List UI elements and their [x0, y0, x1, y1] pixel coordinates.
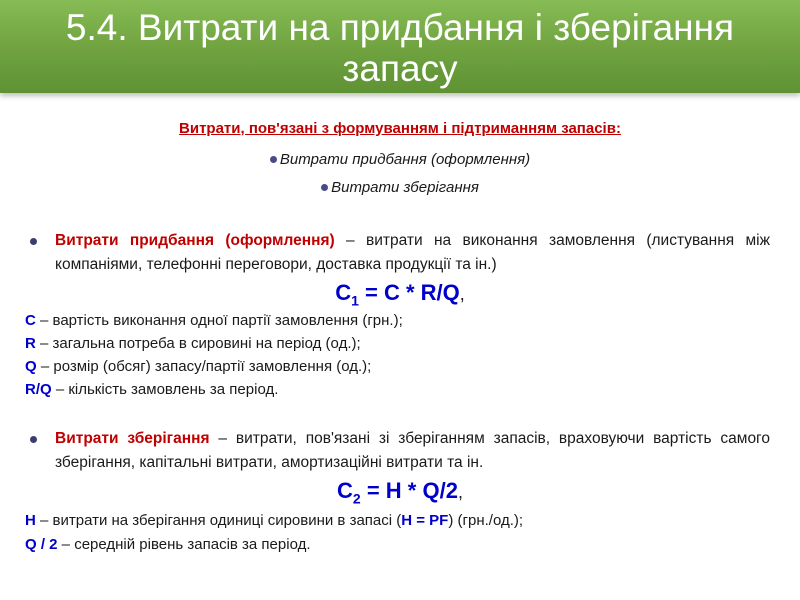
acquisition-cost-term: Витрати придбання (оформлення): [55, 232, 335, 249]
definition-rq: [25, 381, 278, 398]
definition-text: – загальна потреба в сировині на період (од.);: [35, 335, 361, 352]
definition-symbol: H = PF: [401, 512, 449, 529]
definition-symbol: C: [25, 312, 36, 329]
formula-c1-rhs: = C * R/Q: [358, 280, 460, 305]
intro-item-label: Витрати придбання (оформлення): [279, 151, 531, 168]
definition-r: [25, 335, 361, 352]
storage-cost-term: Витрати зберігання: [55, 430, 210, 447]
formula-c2-subscript: 2: [352, 490, 361, 507]
bullet-icon: [270, 156, 277, 163]
intro-item-label: Витрати зберігання: [331, 179, 479, 196]
definition-text: – витрати на зберігання одиниці сировини в запасі (: [35, 512, 402, 529]
storage-cost-text: – витрати, пов'язані зі зберіганням запасів, враховуючи вартість самого зберігання, капітальні витрати, амортизаційні витрати та ін.: [55, 430, 770, 471]
storage-cost-paragraph: [55, 427, 770, 475]
intro-item: [0, 179, 800, 196]
slide-title-line-2: запасу: [342, 48, 458, 89]
definition-symbol: Q: [25, 358, 37, 375]
formula-c1: [0, 280, 800, 308]
formula-c2-tail: ,: [457, 482, 463, 502]
definition-text: ) (грн./од.);: [448, 512, 524, 529]
formula-c1-lhs: C: [335, 280, 352, 305]
definition-q-half: [25, 536, 311, 553]
definition-h: [25, 512, 523, 529]
definition-symbol: H: [25, 512, 36, 529]
acquisition-cost-paragraph: [55, 229, 770, 277]
formula-c1-subscript: 1: [351, 292, 359, 309]
formula-c2-rhs: = H * Q/2: [360, 478, 458, 503]
definition-text: – середній рівень запасів за період.: [57, 536, 311, 553]
bullet-icon: [30, 238, 37, 245]
intro-heading: Витрати, пов'язані з формуванням і підтриманням запасів:: [179, 120, 621, 137]
definition-q: [25, 358, 371, 375]
bullet-icon: [30, 436, 37, 443]
slide-title-line-1: 5.4. Витрати на придбання і зберігання: [65, 7, 735, 48]
definition-text: – кількість замовлень за період.: [51, 381, 279, 398]
formula-c2: [0, 478, 800, 506]
definition-text: – вартість виконання одної партії замовлення (грн.);: [35, 312, 403, 329]
definition-symbol: R/Q: [25, 381, 52, 398]
definition-symbol: Q / 2: [25, 536, 58, 553]
formula-c2-lhs: C: [337, 478, 353, 503]
slide-title-banner: [0, 0, 800, 93]
formula-c1-tail: ,: [459, 284, 465, 304]
bullet-icon: [321, 184, 328, 191]
acquisition-cost-text: – витрати на виконання замовлення (листування між компаніями, телефонні переговори, доставка продукції та ін.): [55, 232, 770, 273]
definition-symbol: R: [25, 335, 36, 352]
intro-item: [0, 151, 800, 168]
definition-text: – розмір (обсяг) запасу/партії замовлення (од.);: [36, 358, 372, 375]
definition-c: [25, 312, 403, 329]
